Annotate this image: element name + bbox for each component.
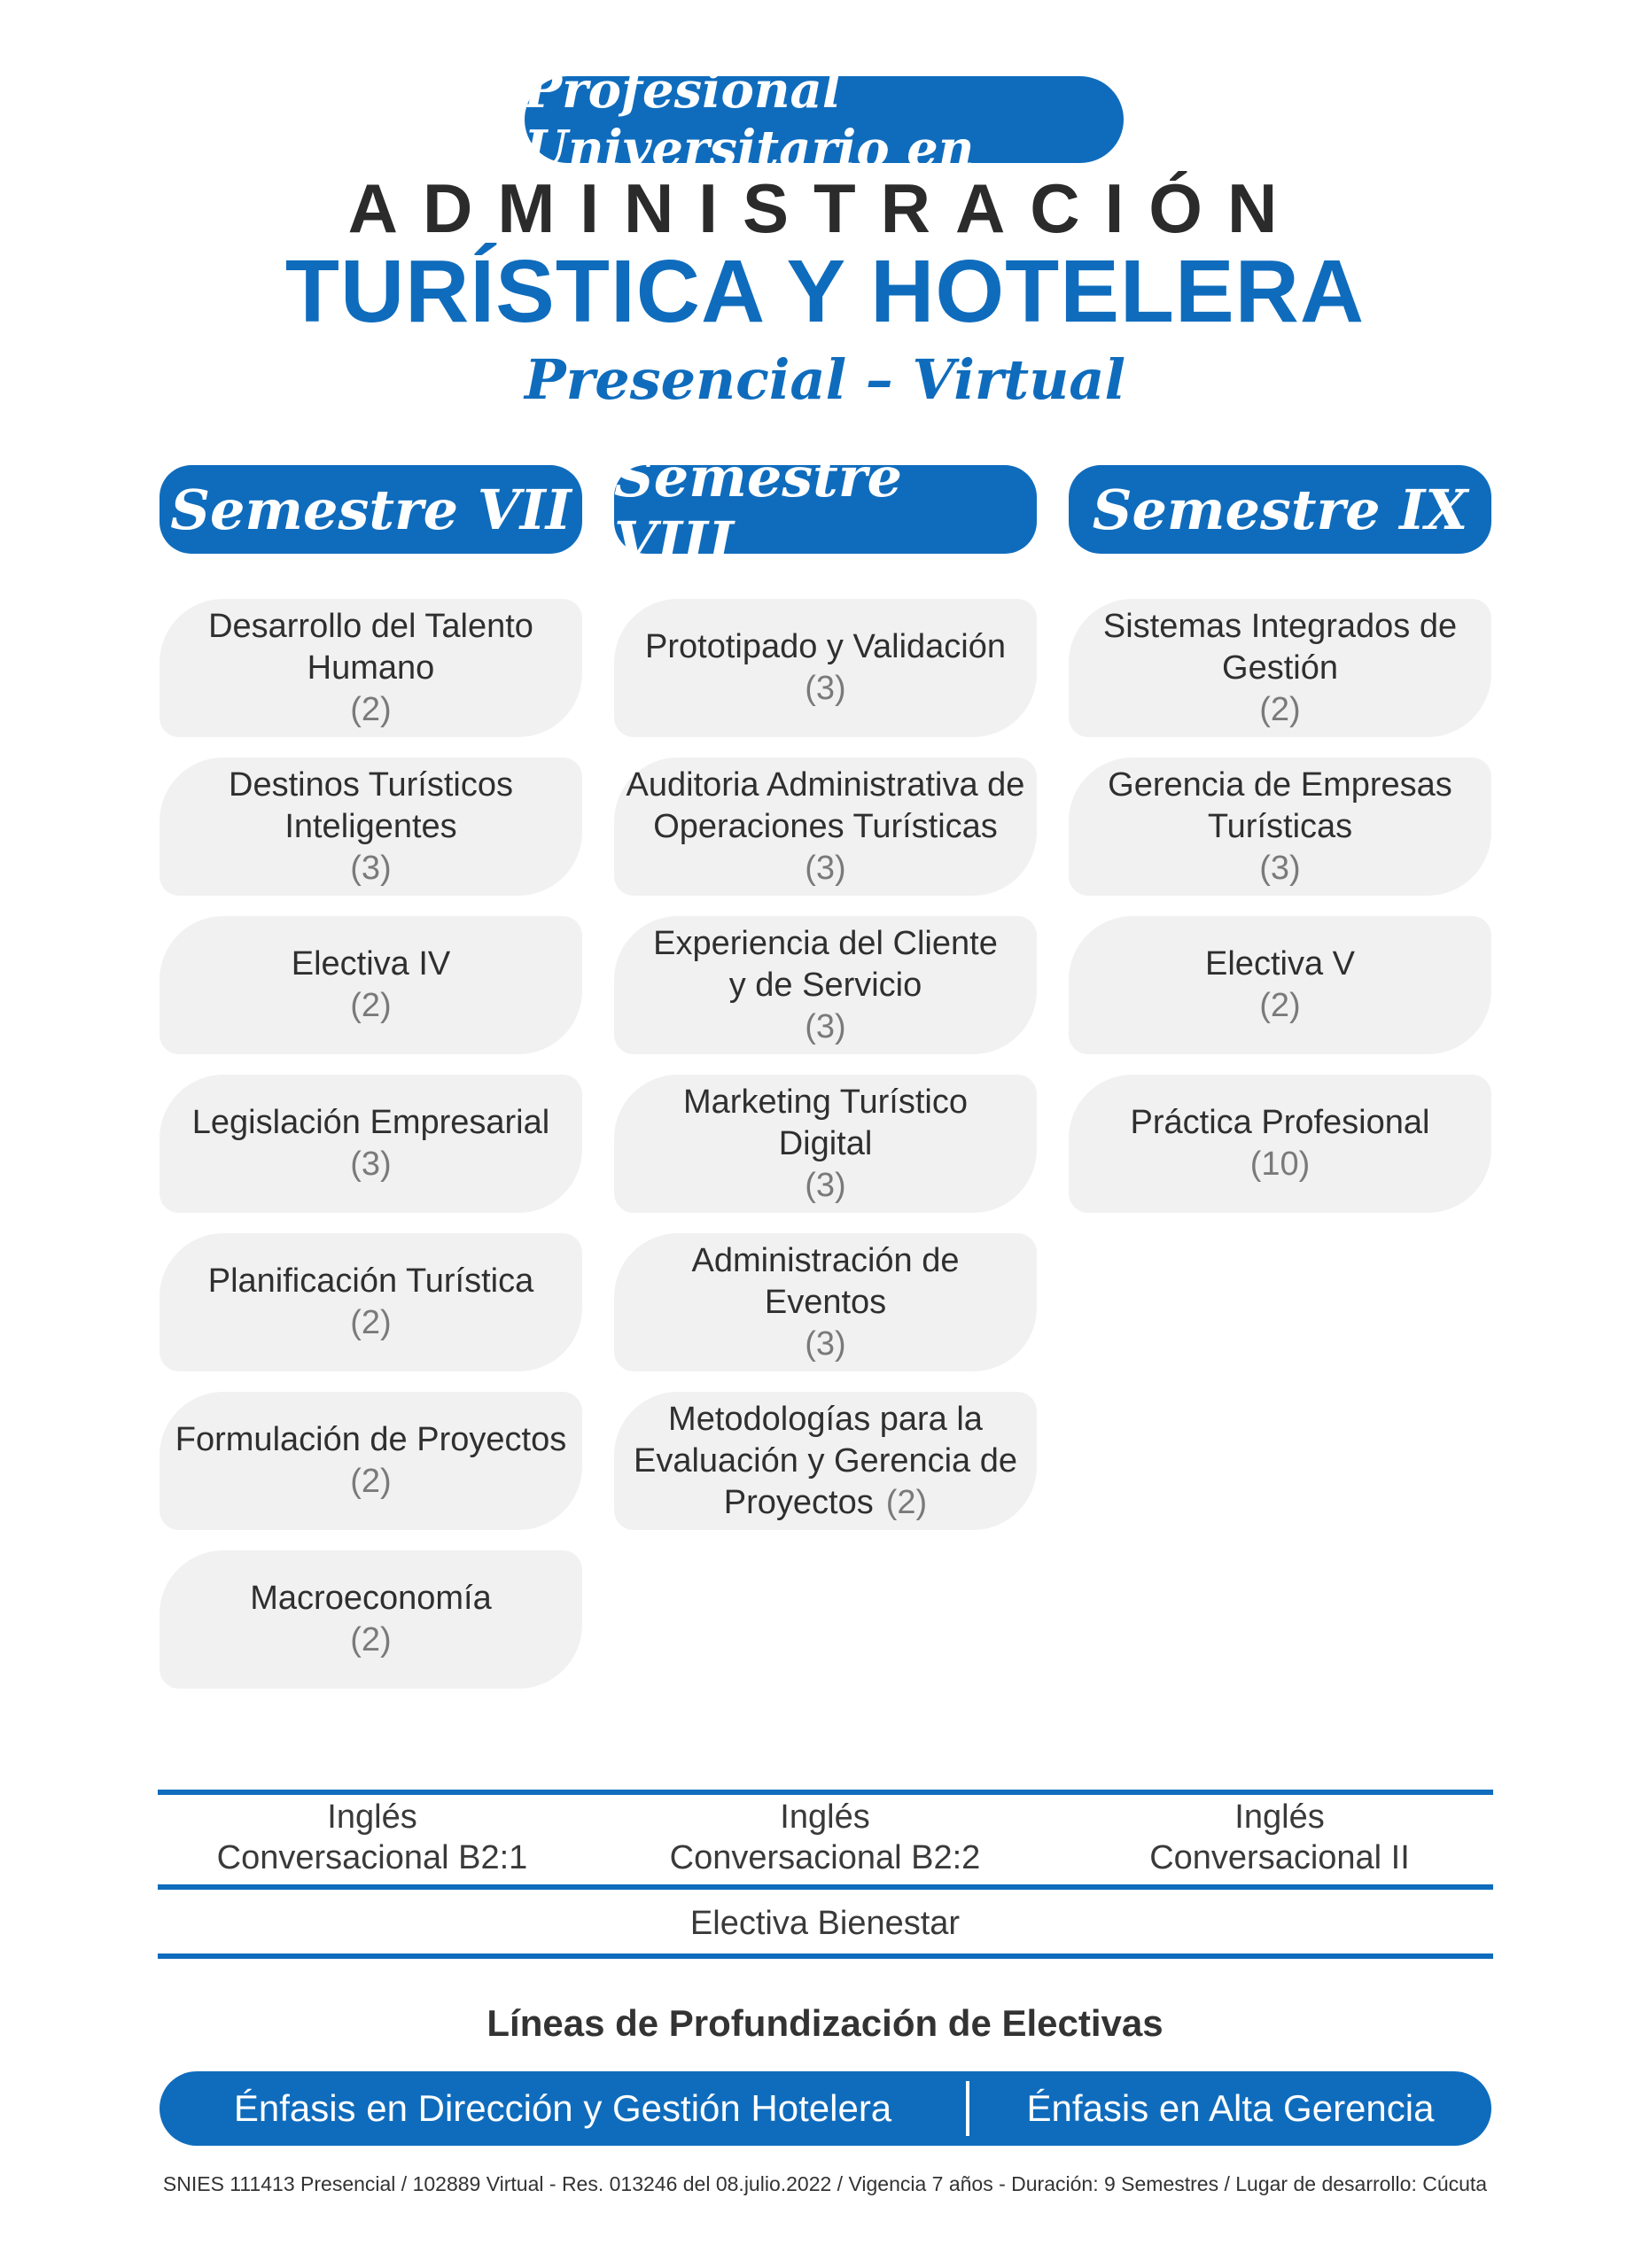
- course-credits: (3): [805, 1007, 846, 1045]
- divider-top: [158, 1790, 1493, 1795]
- course-name: Destinos Turísticos Inteligentes: [229, 765, 513, 845]
- course-name: Desarrollo del Talento Humano: [208, 607, 533, 687]
- course-name: Formulación de Proyectos: [175, 1421, 567, 1458]
- course-card: [160, 757, 582, 896]
- course-credits: (3): [805, 1324, 846, 1363]
- english-line1: Inglés: [780, 1798, 870, 1836]
- course-credits: (3): [805, 849, 846, 887]
- semester-label: Semestre VII: [170, 477, 572, 542]
- english-line2: Conversacional B2:1: [216, 1839, 528, 1876]
- modality-label: Presencial – Virtual: [524, 347, 1126, 412]
- course-name: Auditoria Administrativa de Operaciones Turísticas: [626, 765, 1025, 845]
- program-title-line2: TURÍSTICA Y HOTELERA: [284, 242, 1366, 341]
- course-name: Planificación Turística: [207, 1262, 534, 1300]
- course-credits: (10): [1249, 1146, 1311, 1183]
- semester-label: Semestre VIII: [614, 445, 902, 574]
- english-course-b2-1: [151, 1797, 594, 1878]
- course-card: [160, 1392, 582, 1530]
- course-name: Macroeconomía: [250, 1580, 492, 1617]
- course-card: [614, 916, 1037, 1054]
- course-name: Administración de Eventos: [691, 1241, 960, 1321]
- course-credits: (2): [350, 690, 392, 728]
- course-credits: (2): [885, 1483, 928, 1521]
- course-credits: (2): [350, 1621, 392, 1658]
- course-name: Electiva V: [1205, 945, 1355, 983]
- electiva-bienestar: Electiva Bienestar: [689, 1905, 961, 1942]
- course-credits: (3): [350, 849, 392, 887]
- english-line1: Inglés: [1234, 1798, 1325, 1836]
- course-name: Experiencia del Cliente y de Servicio: [653, 924, 998, 1004]
- program-title-line1: ADMINISTRACIÓN: [347, 169, 1303, 247]
- course-credits: (2): [350, 1463, 392, 1500]
- program-type-label: Profesional Universitario en: [525, 61, 975, 178]
- course-credits: (3): [350, 1146, 392, 1183]
- course-credits: (2): [1259, 987, 1301, 1024]
- divider-bottom: [158, 1953, 1493, 1959]
- course-card: [614, 1075, 1037, 1213]
- course-card: [1069, 916, 1491, 1054]
- course-name: Legislación Empresarial: [191, 1104, 550, 1141]
- english-line1: Inglés: [327, 1798, 417, 1836]
- course-card: [160, 1550, 582, 1689]
- course-credits: (3): [805, 1166, 846, 1204]
- english-line2: Conversacional II: [1149, 1839, 1410, 1876]
- course-card: [614, 1392, 1037, 1530]
- course-card: [160, 1075, 582, 1213]
- electives-lines-title: Líneas de Profundización de Electivas: [486, 2002, 1164, 2044]
- course-card: [160, 1233, 582, 1371]
- course-card: [614, 599, 1037, 737]
- semester-label: Semestre IX: [1092, 477, 1468, 542]
- emphasis-pill: [160, 2071, 1491, 2146]
- semester-header-vii: [160, 465, 582, 554]
- course-card: [1069, 757, 1491, 896]
- course-name: Práctica Profesional: [1130, 1104, 1430, 1141]
- course-credits: (3): [805, 670, 846, 707]
- course-credits: (2): [350, 1304, 392, 1341]
- english-line2: Conversacional B2:2: [669, 1839, 981, 1876]
- accreditation-footer: SNIES 111413 Presencial / 102889 Virtual - Res. 013246 del 08.julio.2022 / Vigencia 7 años - Duración: 9 Semestres / Lugar de desarrollo: Cúcuta: [162, 2172, 1488, 2195]
- course-name: Prototipado y Validación: [645, 628, 1006, 665]
- course-card: [160, 599, 582, 737]
- course-name: Metodologías para la Evaluación y Gerencia de Proyectos: [633, 1400, 1018, 1521]
- program-type-pill: [525, 61, 1124, 178]
- course-name: Gerencia de Empresas Turísticas: [1108, 765, 1452, 845]
- divider-middle: [158, 1884, 1493, 1890]
- emphasis-hotel-management: Énfasis en Dirección y Gestión Hotelera: [233, 2087, 892, 2129]
- emphasis-senior-management: Énfasis en Alta Gerencia: [1026, 2087, 1435, 2129]
- semester-header-ix: [1069, 465, 1491, 554]
- course-credits: (2): [350, 987, 392, 1024]
- course-card: [614, 757, 1037, 896]
- course-name: Sistemas Integrados de Gestión: [1102, 607, 1458, 687]
- course-card: [160, 916, 582, 1054]
- english-course-b2-2: [603, 1797, 1047, 1878]
- course-credits: (3): [1259, 849, 1301, 887]
- course-card: [1069, 1075, 1491, 1213]
- course-name: Marketing Turístico Digital: [683, 1083, 968, 1162]
- course-card: [614, 1233, 1037, 1371]
- course-name: Electiva IV: [291, 945, 451, 983]
- course-card: [1069, 599, 1491, 737]
- semester-header-viii: [614, 445, 1037, 574]
- english-course-ii: [1058, 1797, 1501, 1878]
- course-credits: (2): [1259, 690, 1301, 728]
